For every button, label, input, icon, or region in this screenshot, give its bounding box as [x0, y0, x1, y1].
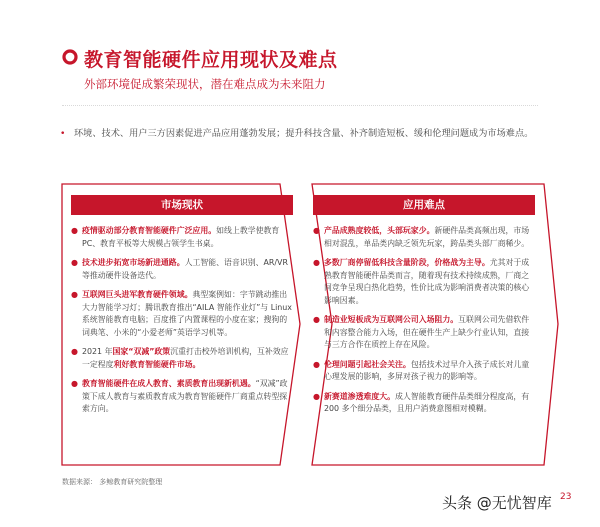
panel-title: 应用难点 — [313, 195, 535, 215]
bullet-dot-icon: ● — [71, 290, 78, 299]
intro-paragraph — [60, 126, 540, 141]
bullet-dot-icon: • — [60, 128, 66, 139]
data-source-note: 数据来源： 多鲸教育研究院整理 — [62, 478, 163, 486]
bullet-dot-icon: ● — [71, 226, 78, 235]
list-item — [71, 225, 293, 250]
item-highlight: 新赛道渗透难度大。 — [324, 391, 396, 401]
item-highlight: 疫情驱动部分教育智能硬件广泛应用。 — [82, 226, 217, 235]
list-item — [71, 346, 293, 371]
item-highlight: 制造业短板成为互联网公司入场阻力。 — [324, 315, 459, 324]
page-subtitle: 外部环境促成繁荣现状，潜在难点成为未来阻力 — [84, 77, 326, 91]
item-text: 沉重打击校外培训机构，互补效应一定程度 — [82, 347, 289, 369]
watermark: 头条 @无忧智库 — [442, 494, 552, 512]
panel-body — [313, 225, 535, 423]
header-divider — [62, 105, 538, 106]
item-highlight: 伦理问题引起社会关注。 — [324, 359, 411, 369]
bullet-dot-icon: ● — [313, 315, 320, 324]
item-text: 典型案例如：字节跳动推出大力智能学习灯；腾讯教育推出“AILA 智能作业灯”与 Linux 系统智能教育电脑；百度推了内置课程的小度在家；搜狗的词典笔、小米的“小爱老师”英语学习机等。 — [82, 290, 292, 337]
item-text: 2021 年 — [82, 347, 113, 356]
page-number: 23 — [560, 492, 572, 502]
item-text: 互联网公司先借软件和内容整合能力入场，但在硬件生产上缺少行业认知，直接与三方合作在质控上存在风险。 — [324, 315, 530, 349]
item-highlight: 互联网巨头进军教育硬件领域。 — [82, 290, 193, 299]
item-text: 人工智能、语音识别、AR/VR 等推动硬件设备迭代。 — [82, 258, 288, 280]
item-highlight: 技术进步拓宽市场新进通路。 — [82, 258, 185, 267]
item-highlight: 利好教育智能硬件市场。 — [113, 359, 201, 369]
item-text: 尤其对于成熟教育智能硬件品类而言，随着现有技术持续成熟，厂商之间竞争呈现白热化趋势，性价比成为影响消费者决策的核心影响因素。 — [324, 258, 530, 305]
list-item — [313, 391, 535, 416]
bullet-dot-icon: ● — [313, 258, 320, 267]
bullet-dot-icon: ● — [313, 391, 320, 401]
bullet-dot-icon: ● — [71, 347, 78, 356]
item-text: 包括技术过早介入孩子成长对儿童心理发展的影响，多屏对孩子视力的影响等。 — [324, 359, 530, 381]
bullet-dot-icon: ● — [71, 379, 78, 388]
ring-bullet-icon — [62, 49, 78, 65]
intro-text: 环境、技术、用户三方因素促进产品应用蓬勃发展；提升科技含量、补齐制造短板、缓和伦理问题成为市场难点。 — [74, 128, 534, 139]
item-highlight: 国家“双减”政策 — [112, 347, 171, 356]
list-item — [313, 225, 535, 250]
item-text: 如线上教学使教育 PC、教育平板等大规模占领学生书桌。 — [82, 226, 280, 248]
list-item — [313, 314, 535, 352]
bullet-dot-icon: ● — [313, 359, 320, 369]
item-highlight: 产品成熟度较低，头部玩家少。 — [324, 226, 435, 235]
list-item — [71, 378, 293, 416]
panel-title: 市场现状 — [71, 195, 293, 215]
item-highlight: 多数厂商停留低科技含量阶段，价格战为主导。 — [324, 258, 490, 267]
item-highlight: 教育智能硬件在成人教育、素质教育出现新机遇。 — [82, 379, 256, 388]
item-text: 新硬件品类高频出现，市场相对混乱，单品类内缺乏领先玩家，跨品类头部厂商稀少。 — [324, 226, 530, 248]
bullet-dot-icon: ● — [313, 226, 320, 235]
item-text: 成人智能教育硬件品类细分程度高，有 200 多个细分品类，且用户消费意图相对模糊。 — [324, 391, 530, 413]
list-item — [313, 257, 535, 307]
list-item — [313, 359, 535, 384]
list-item — [71, 257, 293, 282]
panel-body — [71, 225, 293, 423]
page-title: 教育智能硬件应用现状及难点 — [84, 49, 338, 71]
item-text: “双减”政策下成人教育与素质教育成为教育智能硬件厂商重点转型探索方向。 — [82, 379, 288, 413]
list-item — [71, 289, 293, 339]
bullet-dot-icon: ● — [71, 258, 78, 267]
